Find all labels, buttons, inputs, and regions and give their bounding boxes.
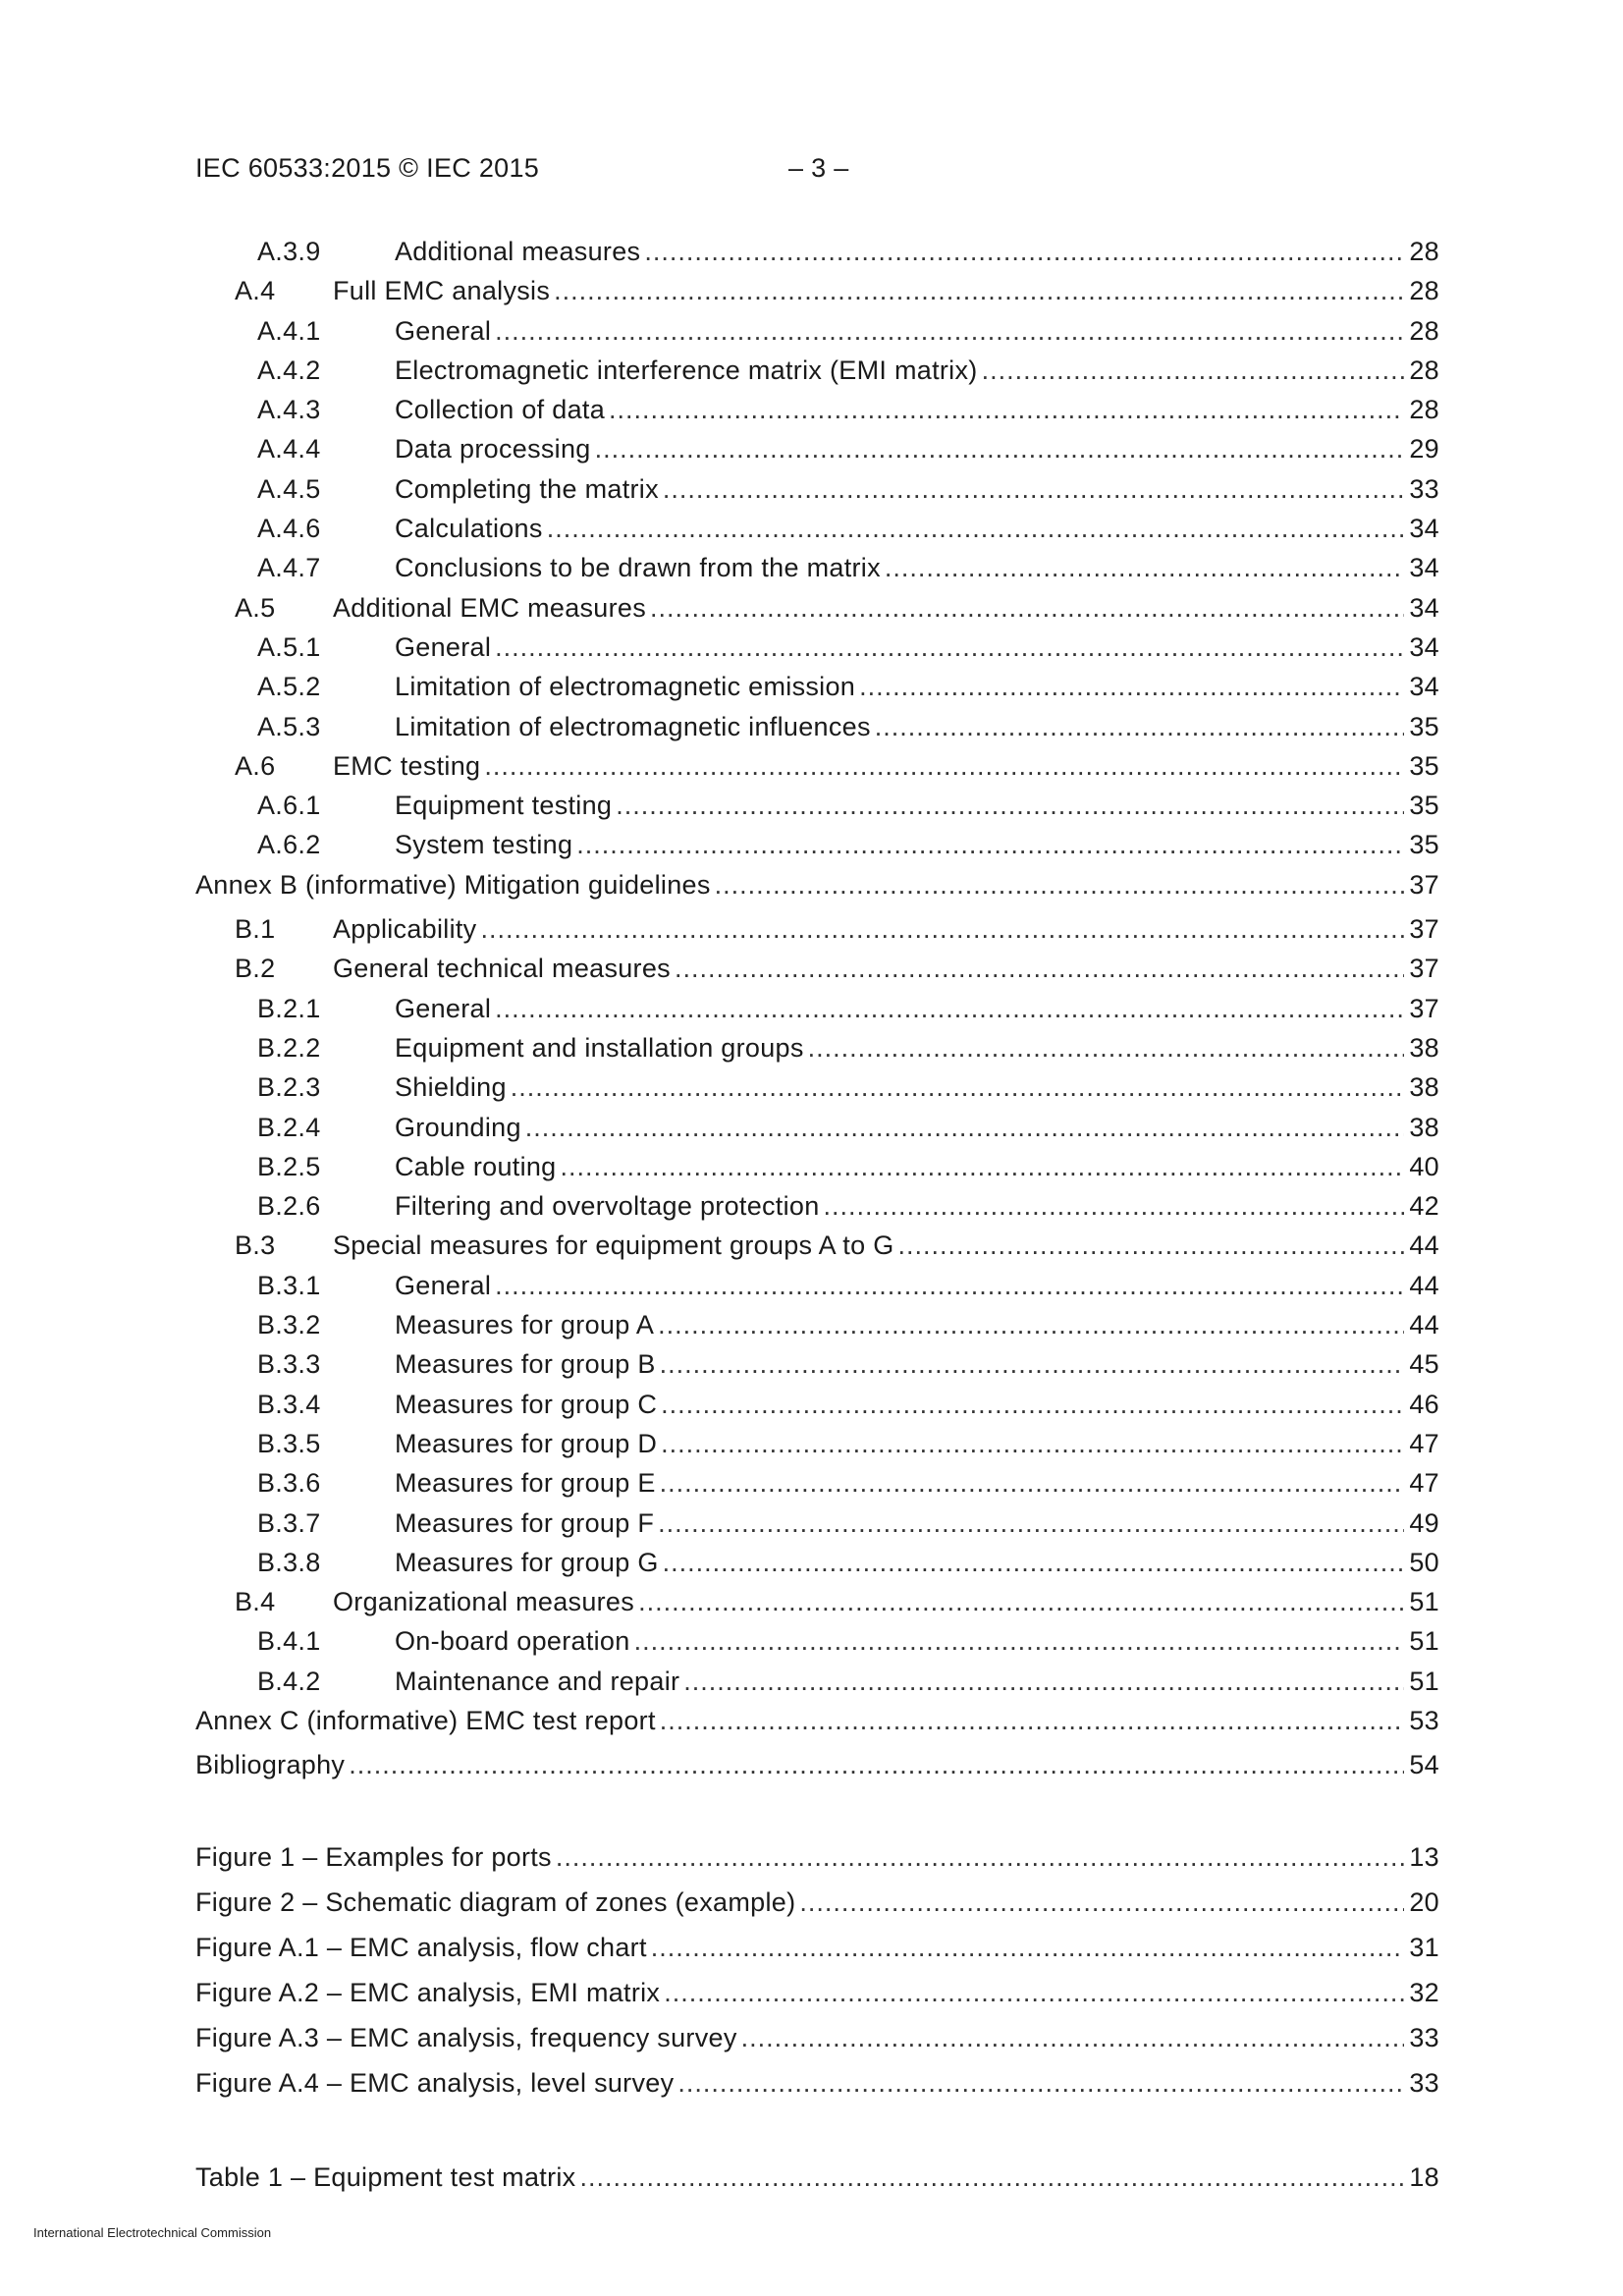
dot-leader [663,1543,1404,1582]
dot-leader [495,989,1404,1028]
toc-entry[interactable] [195,628,1439,667]
toc-entry-number: A.3.9 [257,237,321,266]
toc-entry-number: B.3.1 [257,1270,321,1300]
dot-leader [561,1147,1404,1186]
toc-entry-page: 37 [1409,914,1439,945]
toc-entry-number: A.4.5 [257,473,321,504]
toc-entry-page: 49 [1409,1507,1439,1538]
dot-leader [525,1108,1404,1147]
toc-entry[interactable] [195,825,1439,864]
table-list-entry[interactable] [195,2155,1439,2200]
toc-entry-number: A.6.1 [257,791,321,821]
dot-leader [661,1385,1404,1424]
dot-leader [616,786,1404,825]
toc-entry-title: Special measures for equipment groups A to G [333,1230,894,1261]
dot-leader [675,949,1404,988]
toc-entry[interactable] [195,949,1439,988]
dot-leader [651,1925,1404,1970]
toc-entry-title: Figure 2 – Schematic diagram of zones (example) [195,1886,796,1917]
toc-entry-page: 37 [1409,954,1439,984]
dot-leader [875,707,1404,746]
dot-leader [349,1745,1404,1784]
toc-entry-page: 34 [1409,553,1439,583]
toc-entry-page: 33 [1409,2022,1439,2052]
toc-entry-title: System testing [395,830,573,860]
dot-leader [495,1266,1404,1305]
dot-leader [644,232,1404,271]
dot-leader [609,390,1404,429]
toc-entry-title: Grounding [395,1112,521,1142]
toc-entry-number: A.6 [235,750,276,781]
toc-entry[interactable] [195,1385,1439,1424]
dot-leader [741,2015,1404,2060]
toc-entry-title: Conclusions to be drawn from the matrix [395,553,881,583]
toc-entry-number: B.4.2 [257,1666,321,1696]
toc-entry-title: Bibliography [195,1750,346,1780]
toc-entry[interactable] [195,1424,1439,1463]
toc-entry-number: A.4.6 [257,514,321,544]
dot-leader [547,509,1404,548]
toc-entry-annex-b[interactable] [195,865,1439,904]
dot-leader [658,1305,1404,1344]
toc-entry-page: 13 [1409,1841,1439,1872]
toc-entry[interactable] [195,1266,1439,1305]
toc-entry-title: Figure 1 – Examples for ports [195,1841,552,1872]
toc-entry-number: B.2 [235,954,276,984]
dot-leader [556,1834,1404,1880]
toc-entry-number: A.6.2 [257,830,321,860]
toc-entry-title: Figure A.4 – EMC analysis, level survey [195,2067,675,2098]
figure-list-entry[interactable] [195,1970,1439,2015]
toc-entry[interactable] [195,786,1439,825]
dot-leader [576,825,1404,864]
dot-leader [638,1582,1404,1621]
dot-leader [808,1028,1404,1067]
toc-entry-number: B.3.8 [257,1547,321,1577]
dot-leader [658,1503,1404,1543]
toc-entry-title: Calculations [395,514,543,544]
page-header [195,153,849,184]
toc-entry-title: Filtering and overvoltage protection [395,1191,820,1222]
dot-leader [660,1701,1404,1740]
toc-entry-page: 35 [1409,830,1439,860]
toc-entry-page: 33 [1409,2067,1439,2098]
dot-leader [663,469,1404,509]
toc-entry[interactable] [195,1067,1439,1107]
toc-entry-page: 44 [1409,1270,1439,1300]
toc-entry-title: Data processing [395,434,591,465]
figure-list-entry[interactable] [195,2015,1439,2060]
toc-entry-page: 34 [1409,631,1439,662]
list-of-figures [195,1834,1439,2105]
toc-entry-number: B.2.6 [257,1191,321,1222]
dot-leader [664,1970,1404,2015]
toc-entry[interactable] [195,1028,1439,1067]
toc-entry-page: 31 [1409,1932,1439,1962]
toc-entry-number: B.2.3 [257,1072,321,1103]
toc-entry-title: Annex B (informative) Mitigation guidelines [195,869,711,900]
toc-entry[interactable] [195,509,1439,548]
toc-entry-title: General technical measures [333,954,671,984]
toc-entry-number: A.4.4 [257,434,321,465]
toc-entry-number: B.3.5 [257,1428,321,1458]
toc-entry-number: B.3.6 [257,1468,321,1499]
toc-section-annex-b [195,909,1439,1701]
toc-entry-page: 18 [1409,2161,1439,2192]
toc-entry-title: Additional EMC measures [333,592,647,623]
dot-leader [824,1186,1404,1226]
toc-entry-title: Equipment testing [395,791,613,821]
dot-leader [661,1424,1404,1463]
toc-entry-page: 28 [1409,276,1439,306]
toc-entry[interactable] [195,1305,1439,1344]
toc-entry-number: A.4 [235,276,276,306]
toc-entry-title: Measures for group C [395,1389,658,1419]
toc-entry-page: 33 [1409,473,1439,504]
toc-entry[interactable] [195,1344,1439,1384]
list-of-tables [195,2155,1439,2200]
toc-entry[interactable] [195,351,1439,390]
toc-entry-page: 53 [1409,1705,1439,1735]
toc-entry-page: 38 [1409,1112,1439,1142]
toc-entry[interactable] [195,390,1439,429]
toc-entry[interactable] [195,1186,1439,1226]
toc-entry-page: 38 [1409,1072,1439,1103]
toc-entry[interactable] [195,989,1439,1028]
toc-entry-page: 29 [1409,434,1439,465]
toc-entry-page: 40 [1409,1151,1439,1181]
toc-entry-page: 35 [1409,711,1439,741]
toc-entry-title: Annex C (informative) EMC test report [195,1705,656,1735]
toc-entry-page: 44 [1409,1230,1439,1261]
toc-entry-number: B.1 [235,914,276,945]
toc-entry-title: Applicability [333,914,477,945]
toc-entry-number: B.3.7 [257,1507,321,1538]
toc-entry-page: 28 [1409,355,1439,385]
toc-entry-page: 35 [1409,791,1439,821]
toc-entry-page: 47 [1409,1428,1439,1458]
dot-leader [660,1344,1404,1384]
toc-entry-title: Organizational measures [333,1587,635,1617]
toc-entry-title: Electromagnetic interference matrix (EMI matrix) [395,355,978,385]
toc-entry-title: Full EMC analysis [333,276,551,306]
toc-entry-title: Cable routing [395,1151,557,1181]
toc-entry-page: 44 [1409,1310,1439,1340]
toc-entry[interactable] [195,746,1439,786]
toc-entry-title: Collection of data [395,395,606,425]
toc-entry[interactable] [195,1503,1439,1543]
figure-list-entry[interactable] [195,1925,1439,1970]
publisher-footer: International Electrotechnical Commission [33,2225,272,2240]
toc-entry-number: B.4 [235,1587,276,1617]
toc-entry-title: On-board operation [395,1626,630,1657]
toc-entry-page: 50 [1409,1547,1439,1577]
dot-leader [595,429,1404,468]
dot-leader [660,1463,1404,1503]
toc-entry-title: Table 1 – Equipment test matrix [195,2161,576,2192]
toc-entry-number: B.3 [235,1230,276,1261]
toc-entry[interactable] [195,1147,1439,1186]
toc-entry-title: Figure A.1 – EMC analysis, flow chart [195,1932,647,1962]
toc-entry-page: 45 [1409,1349,1439,1380]
toc-entry[interactable] [195,1662,1439,1701]
toc-section-annex-a [195,232,1439,865]
toc-entry-page: 28 [1409,237,1439,266]
toc-entry[interactable] [195,909,1439,949]
toc-entry-title: Equipment and installation groups [395,1032,804,1063]
dot-leader [715,865,1404,904]
toc-entry-title: Limitation of electromagnetic emission [395,672,856,702]
toc-entry[interactable] [195,311,1439,351]
toc-entry-page: 34 [1409,672,1439,702]
toc-entry-number: A.5.2 [257,672,321,702]
toc-entry-title: General [395,993,492,1023]
figure-list-entry[interactable] [195,2060,1439,2105]
toc-entry-page: 46 [1409,1389,1439,1419]
toc-entry-number: A.4.2 [257,355,321,385]
toc-entry-number: B.2.4 [257,1112,321,1142]
table-of-contents [195,232,1439,2200]
toc-entry-title: Measures for group A [395,1310,655,1340]
toc-entry[interactable] [195,429,1439,468]
dot-leader [859,667,1404,706]
dot-leader [982,351,1404,390]
dot-leader [511,1067,1404,1107]
toc-entry-page: 32 [1409,1977,1439,2007]
toc-entry[interactable] [195,1543,1439,1582]
toc-entry-page: 37 [1409,869,1439,900]
toc-entry-number: B.3.4 [257,1389,321,1419]
toc-entry-title: General [395,1270,492,1300]
toc-entry-page: 37 [1409,993,1439,1023]
toc-entry-number: A.5.1 [257,631,321,662]
toc-entry-annex-c[interactable] [195,1701,1439,1740]
toc-entry-number: A.5.3 [257,711,321,741]
toc-entry-page: 38 [1409,1032,1439,1063]
toc-entry-title: General [395,315,492,346]
dot-leader [634,1621,1404,1661]
document-id: IEC 60533:2015 © IEC 2015 [195,153,540,183]
toc-entry-title: Measures for group D [395,1428,658,1458]
toc-entry-number: B.4.1 [257,1626,321,1657]
toc-entry-number: A.4.1 [257,315,321,346]
toc-entry-page: 54 [1409,1750,1439,1780]
toc-entry-page: 47 [1409,1468,1439,1499]
figure-list-entry[interactable] [195,1834,1439,1880]
toc-entry-number: B.3.3 [257,1349,321,1380]
dot-leader [495,628,1404,667]
toc-entry-page: 51 [1409,1666,1439,1696]
toc-entry-number: A.4.3 [257,395,321,425]
toc-entry-page: 42 [1409,1191,1439,1222]
toc-entry-page: 51 [1409,1587,1439,1617]
toc-entry-page: 51 [1409,1626,1439,1657]
dot-leader [885,548,1404,587]
toc-entry-page: 34 [1409,514,1439,544]
toc-entry-title: Measures for group G [395,1547,659,1577]
toc-entry[interactable] [195,667,1439,706]
toc-entry-number: B.2.5 [257,1151,321,1181]
toc-entry[interactable] [195,548,1439,587]
dot-leader [554,271,1404,310]
dot-leader [898,1226,1404,1265]
toc-entry-page: 28 [1409,315,1439,346]
dot-leader [650,588,1404,628]
dot-leader [683,1662,1404,1701]
toc-entry[interactable] [195,588,1439,628]
toc-entry[interactable] [195,1226,1439,1265]
page-number: – 3 – [788,153,849,183]
dot-leader [579,2155,1404,2200]
toc-entry-page: 34 [1409,592,1439,623]
toc-entry-number: A.5 [235,592,276,623]
dot-leader [677,2060,1404,2105]
toc-entry-title: Additional measures [395,237,641,266]
toc-entry[interactable] [195,232,1439,271]
toc-entry-number: A.4.7 [257,553,321,583]
dot-leader [799,1880,1404,1925]
toc-entry-page: 35 [1409,750,1439,781]
toc-entry-title: Measures for group E [395,1468,656,1499]
toc-entry[interactable] [195,707,1439,746]
toc-entry-title: Maintenance and repair [395,1666,680,1696]
toc-entry-number: B.2.2 [257,1032,321,1063]
toc-entry-number: B.2.1 [257,993,321,1023]
toc-entry[interactable] [195,469,1439,509]
toc-entry[interactable] [195,1108,1439,1147]
toc-entry-title: Completing the matrix [395,473,659,504]
toc-entry-title: Figure A.3 – EMC analysis, frequency survey [195,2022,737,2052]
figure-list-entry[interactable] [195,1880,1439,1925]
toc-entry[interactable] [195,271,1439,310]
toc-entry-title: General [395,631,492,662]
toc-entry-title: Shielding [395,1072,507,1103]
toc-entry-title: Limitation of electromagnetic influences [395,711,871,741]
dot-leader [484,746,1404,786]
toc-entry-title: EMC testing [333,750,481,781]
toc-entry[interactable] [195,1463,1439,1503]
dot-leader [495,311,1404,351]
toc-entry[interactable] [195,1582,1439,1621]
dot-leader [480,909,1404,949]
toc-entry-title: Measures for group F [395,1507,655,1538]
toc-entry-number: B.3.2 [257,1310,321,1340]
toc-entry-page: 20 [1409,1886,1439,1917]
toc-entry[interactable] [195,1621,1439,1661]
toc-entry-title: Measures for group B [395,1349,656,1380]
toc-entry-bibliography[interactable] [195,1745,1439,1784]
toc-entry-title: Figure A.2 – EMC analysis, EMI matrix [195,1977,661,2007]
toc-entry-page: 28 [1409,395,1439,425]
